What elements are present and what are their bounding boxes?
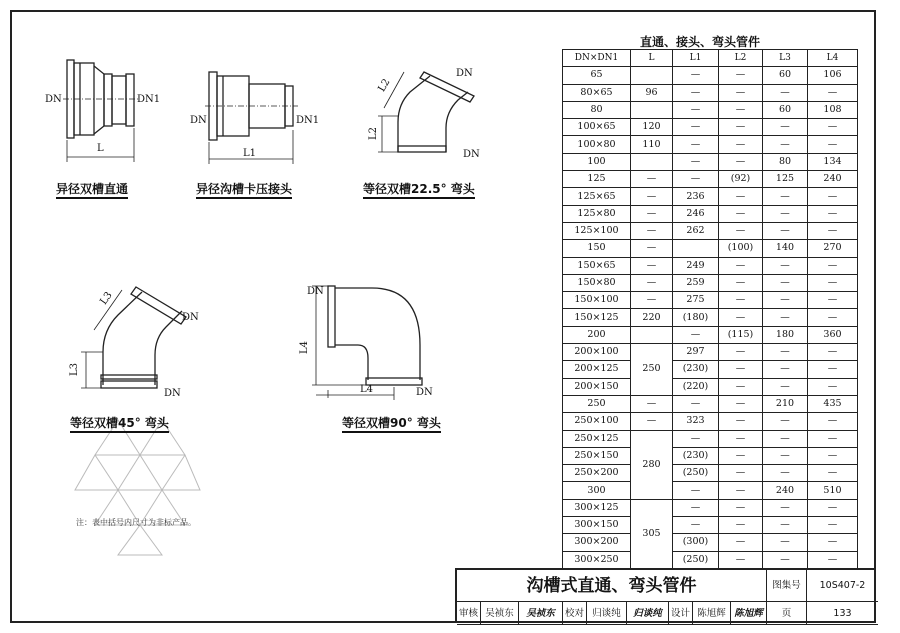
cell-l2: — [719, 361, 763, 378]
table-row [563, 257, 858, 274]
table-row [563, 205, 858, 222]
caption-elbow-90: 等径双槽90° 弯头 [342, 414, 441, 431]
label-l4: L4 [360, 384, 374, 395]
cell-l2: — [719, 84, 763, 101]
cell-l1: — [673, 84, 719, 101]
header-dn: DN×DN1 [563, 50, 631, 67]
label-dn: DN [164, 388, 181, 399]
cell-l4: — [808, 136, 858, 153]
cell-l1: 323 [673, 413, 719, 430]
cell-l: — [631, 413, 673, 430]
cell-l2: — [719, 447, 763, 464]
label-dn1: DN1 [296, 115, 320, 126]
cell-size: 250×100 [563, 413, 631, 430]
cell-l: — [631, 395, 673, 412]
table-row [563, 240, 858, 257]
cell-size: 125×80 [563, 205, 631, 222]
cell-size: 80 [563, 101, 631, 118]
table-row [563, 430, 858, 447]
cell-l2: — [719, 153, 763, 170]
cell-l1: 275 [673, 292, 719, 309]
cell-l4: — [808, 413, 858, 430]
cell-l3: 60 [763, 101, 808, 118]
cell-l1: — [673, 499, 719, 516]
cell-l1: 249 [673, 257, 719, 274]
cell-l2: — [719, 101, 763, 118]
cell-l2: (100) [719, 240, 763, 257]
cell-l2: — [719, 344, 763, 361]
cell-size: 80×65 [563, 84, 631, 101]
table-row [563, 292, 858, 309]
cell-l3: — [763, 378, 808, 395]
elbow-22-drawing [378, 72, 474, 152]
cell-l2: — [719, 534, 763, 551]
table-title: 直通、接头、弯头管件 [640, 35, 761, 49]
cell-size: 150×125 [563, 309, 631, 326]
cell-l4: — [808, 344, 858, 361]
caption-reducer-press: 异径沟槽卡压接头 [196, 180, 292, 197]
cell-size: 300×200 [563, 534, 631, 551]
cell-l4: — [808, 551, 858, 568]
table-row [563, 499, 858, 516]
cell-size: 300×150 [563, 517, 631, 534]
cell-l4: — [808, 188, 858, 205]
drawing-title: 沟槽式直通、弯头管件 [457, 570, 767, 602]
cell-l1: 297 [673, 344, 719, 361]
cell-l [631, 153, 673, 170]
cell-l4: 134 [808, 153, 858, 170]
cell-size: 150×80 [563, 274, 631, 291]
cell-size: 300×250 [563, 551, 631, 568]
cell-l3: — [763, 551, 808, 568]
table-row [563, 361, 858, 378]
cell-l: — [631, 240, 673, 257]
cell-size: 200×125 [563, 361, 631, 378]
label-dn: DN [463, 149, 480, 160]
cell-l4: 108 [808, 101, 858, 118]
cell-l3: — [763, 447, 808, 464]
cell-size: 250×125 [563, 430, 631, 447]
cell-l4: — [808, 517, 858, 534]
cell-l2: — [719, 274, 763, 291]
atlas-label: 图集号 [767, 570, 807, 602]
cell-l: — [631, 274, 673, 291]
cell-l2: — [719, 292, 763, 309]
cell-l4: — [808, 205, 858, 222]
page-label: 页 [767, 602, 807, 625]
cell-size: 150×65 [563, 257, 631, 274]
table-row [563, 101, 858, 118]
cell-size: 100×65 [563, 119, 631, 136]
table-row [563, 413, 858, 430]
cell-size: 200×100 [563, 344, 631, 361]
cell-l4: — [808, 465, 858, 482]
table-row [563, 517, 858, 534]
table-row [563, 465, 858, 482]
cell-l: 250 [631, 344, 673, 396]
cell-l [631, 101, 673, 118]
cell-l: 305 [631, 499, 673, 568]
cell-l3: 180 [763, 326, 808, 343]
table-row [563, 84, 858, 101]
reviewer-name: 吴祯东 [481, 602, 519, 625]
cell-l: 120 [631, 119, 673, 136]
caption-reducer-coupling: 异径双槽直通 [56, 180, 128, 197]
cell-l3: — [763, 136, 808, 153]
cell-l3: — [763, 344, 808, 361]
cell-l1: — [673, 171, 719, 188]
cell-l1: 259 [673, 274, 719, 291]
cell-l2: — [719, 378, 763, 395]
cell-l1: — [673, 395, 719, 412]
cell-size: 150 [563, 240, 631, 257]
caption-elbow-22: 等径双槽22.5° 弯头 [363, 180, 475, 197]
cell-size: 100×80 [563, 136, 631, 153]
cell-l1: (230) [673, 361, 719, 378]
designer-name: 陈旭辉 [693, 602, 731, 625]
cell-l1: (220) [673, 378, 719, 395]
cell-l3: — [763, 205, 808, 222]
table-row [563, 378, 858, 395]
cell-size: 250 [563, 395, 631, 412]
cell-l4: — [808, 378, 858, 395]
cell-l1: (180) [673, 309, 719, 326]
cell-l4: 106 [808, 67, 858, 84]
cell-l4: — [808, 430, 858, 447]
cell-l4: — [808, 84, 858, 101]
cell-l4: 510 [808, 482, 858, 499]
cell-l2: — [719, 413, 763, 430]
cell-l1: — [673, 153, 719, 170]
cell-l4: — [808, 447, 858, 464]
table-row [563, 188, 858, 205]
cell-l2: — [719, 136, 763, 153]
label-l3: L3 [69, 362, 81, 377]
label-dn: DN [190, 115, 207, 126]
cell-size: 125×100 [563, 222, 631, 239]
table-row [563, 344, 858, 361]
cell-l2: — [719, 482, 763, 499]
label-l4: L4 [299, 340, 311, 355]
cell-l3: — [763, 361, 808, 378]
cell-l3: — [763, 119, 808, 136]
cell-l3: 80 [763, 153, 808, 170]
label-dn: DN [45, 94, 62, 105]
cell-l2: — [719, 551, 763, 568]
cell-l3: 140 [763, 240, 808, 257]
cell-l4: 270 [808, 240, 858, 257]
cell-l1: — [673, 119, 719, 136]
cell-l1 [673, 240, 719, 257]
header-l2: L2 [719, 50, 763, 67]
table-row [563, 395, 858, 412]
cell-l2: — [719, 205, 763, 222]
cell-l4: — [808, 274, 858, 291]
cell-l1: (250) [673, 551, 719, 568]
cell-l4: — [808, 257, 858, 274]
title-block [455, 568, 876, 623]
cell-l2: — [719, 465, 763, 482]
table-row [563, 171, 858, 188]
cell-l: 280 [631, 430, 673, 499]
cell-l1: 236 [673, 188, 719, 205]
cell-l1: — [673, 101, 719, 118]
cell-l1: 246 [673, 205, 719, 222]
table-header-row [563, 50, 858, 67]
cell-l2: — [719, 499, 763, 516]
cell-l3: 210 [763, 395, 808, 412]
review-label: 审核 [457, 602, 481, 625]
table-row [563, 447, 858, 464]
label-l1: L1 [243, 148, 257, 159]
cell-l3: — [763, 84, 808, 101]
cell-l1: (300) [673, 534, 719, 551]
cell-l: — [631, 205, 673, 222]
cell-l2: — [719, 395, 763, 412]
cell-l: — [631, 188, 673, 205]
cell-l1: (230) [673, 447, 719, 464]
table-row [563, 136, 858, 153]
cell-l2: — [719, 119, 763, 136]
cell-size: 250×150 [563, 447, 631, 464]
cell-l1: — [673, 136, 719, 153]
cell-l: 96 [631, 84, 673, 101]
cell-l3: — [763, 499, 808, 516]
cell-l4: — [808, 499, 858, 516]
cell-size: 200×150 [563, 378, 631, 395]
cell-l4: — [808, 309, 858, 326]
elbow-90-drawing [312, 286, 422, 400]
cell-l3: — [763, 309, 808, 326]
cell-size: 150×100 [563, 292, 631, 309]
table-row [563, 482, 858, 499]
cell-l4: — [808, 361, 858, 378]
label-dn: DN [182, 312, 199, 323]
cell-l: — [631, 171, 673, 188]
cell-l: 110 [631, 136, 673, 153]
cell-l4: — [808, 222, 858, 239]
cell-l1: 262 [673, 222, 719, 239]
cell-l: — [631, 257, 673, 274]
label-dn1: DN1 [137, 94, 161, 105]
cell-size: 250×200 [563, 465, 631, 482]
cell-size: 125 [563, 171, 631, 188]
cell-l [631, 326, 673, 343]
cell-size: 125×65 [563, 188, 631, 205]
table-body [563, 67, 858, 569]
cell-l3: 60 [763, 67, 808, 84]
cell-l1: (250) [673, 465, 719, 482]
cell-l4: — [808, 534, 858, 551]
note-text: 注：表中括号内尺寸为非标产品。 [76, 518, 196, 527]
cell-l1: — [673, 67, 719, 84]
cell-l3: — [763, 292, 808, 309]
cell-l3: — [763, 430, 808, 447]
header-l3: L3 [763, 50, 808, 67]
cell-l2: — [719, 257, 763, 274]
cell-l4: 360 [808, 326, 858, 343]
label-l2: L2 [376, 77, 393, 94]
atlas-number: 10S407-2 [807, 570, 878, 602]
cell-l3: — [763, 413, 808, 430]
cell-l2: — [719, 430, 763, 447]
cell-l3: 125 [763, 171, 808, 188]
checker-name: 归谈纯 [587, 602, 627, 625]
table-row [563, 67, 858, 84]
table-row [563, 326, 858, 343]
cell-size: 200 [563, 326, 631, 343]
caption-elbow-45: 等径双槽45° 弯头 [70, 414, 169, 431]
cell-l2: — [719, 517, 763, 534]
table-row [563, 153, 858, 170]
cell-size: 300×125 [563, 499, 631, 516]
label-l: L [97, 143, 104, 154]
label-dn: DN [307, 286, 324, 297]
cell-l3: — [763, 534, 808, 551]
cell-l: — [631, 292, 673, 309]
cell-l1: — [673, 326, 719, 343]
table-row [563, 119, 858, 136]
cell-l4: — [808, 119, 858, 136]
cell-l4: 435 [808, 395, 858, 412]
cell-size: 300 [563, 482, 631, 499]
check-label: 校对 [563, 602, 587, 625]
cell-l [631, 67, 673, 84]
cell-l2: (115) [719, 326, 763, 343]
table-row [563, 551, 858, 568]
label-l2: L2 [368, 126, 380, 141]
table-row [563, 274, 858, 291]
cell-l3: — [763, 257, 808, 274]
cell-l1: — [673, 430, 719, 447]
cell-l3: 240 [763, 482, 808, 499]
label-dn: DN [456, 68, 473, 79]
cell-l1: — [673, 517, 719, 534]
design-label: 设计 [669, 602, 693, 625]
table-row [563, 534, 858, 551]
cell-l2: — [719, 188, 763, 205]
table-row [563, 222, 858, 239]
page-number: 133 [807, 602, 878, 625]
header-l1: L1 [673, 50, 719, 67]
cell-l3: — [763, 465, 808, 482]
cell-l4: — [808, 292, 858, 309]
scan-pattern [75, 420, 200, 555]
cell-l: 220 [631, 309, 673, 326]
label-l3: L3 [98, 290, 115, 307]
table-row [563, 309, 858, 326]
checker-signature: 归谈纯 [627, 602, 669, 625]
cell-l3: — [763, 188, 808, 205]
elbow-45-drawing [81, 287, 186, 388]
cell-size: 65 [563, 67, 631, 84]
header-l4: L4 [808, 50, 858, 67]
cell-l2: (92) [719, 171, 763, 188]
cell-l2: — [719, 309, 763, 326]
cell-l1: — [673, 482, 719, 499]
cell-l3: — [763, 274, 808, 291]
designer-signature: 陈旭辉 [731, 602, 767, 625]
dimension-table [562, 49, 858, 569]
cell-l2: — [719, 67, 763, 84]
cell-l3: — [763, 517, 808, 534]
label-dn: DN [416, 387, 433, 398]
reviewer-signature: 吴祯东 [519, 602, 563, 625]
cell-l3: — [763, 222, 808, 239]
cell-l: — [631, 222, 673, 239]
header-l: L [631, 50, 673, 67]
cell-size: 100 [563, 153, 631, 170]
cell-l2: — [719, 222, 763, 239]
cell-l4: 240 [808, 171, 858, 188]
